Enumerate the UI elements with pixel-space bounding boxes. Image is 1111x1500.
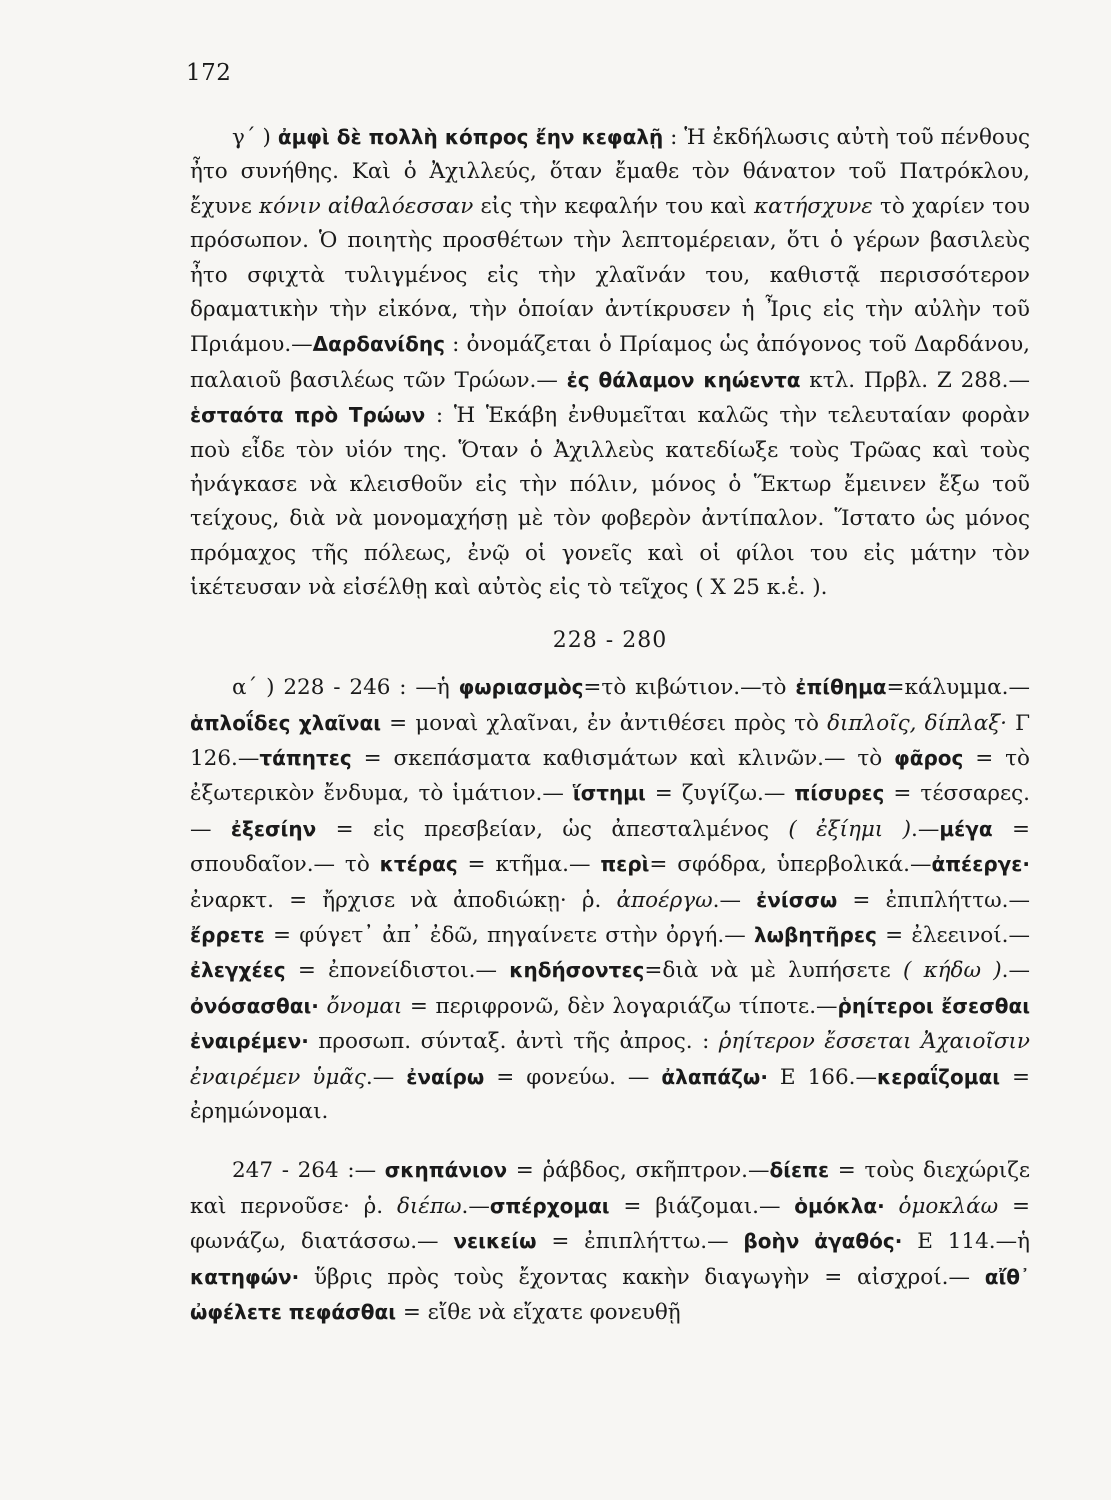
- quoted-greek: διπλοῖς, δίπλαξ·: [827, 710, 1007, 736]
- text-run: = ἐπιπλήττω.—: [837, 887, 1030, 913]
- lemma-term: σπέρχομαι: [489, 1193, 610, 1218]
- paragraph-gamma: [190, 120, 1030, 606]
- lemma-term: ῥηίτεροι ἔσεσθαι ἐναιρέμεν·: [190, 993, 1030, 1054]
- text-run: = σπουδαῖον.— τὸ: [190, 816, 1030, 878]
- text-run: = ἐρημώνομαι.: [190, 1064, 1030, 1124]
- lemma-term: ἐπίθημα: [795, 675, 887, 700]
- paragraph-alpha: [190, 670, 1030, 1129]
- text-run: = ἐπονείδιστοι.—: [285, 958, 510, 984]
- lemma-term: Δαρδανίδης: [312, 332, 445, 357]
- text-run: .—: [1001, 958, 1031, 984]
- paragraph-247-264: [190, 1153, 1030, 1330]
- lemma-term: λωβητῆρες: [753, 922, 877, 947]
- text-run: =τὸ κιβώτιον.—τὸ: [583, 675, 796, 701]
- lemma-term: σκηπάνιον: [384, 1158, 508, 1183]
- quoted-greek: κατήσχυνε: [754, 193, 873, 219]
- text-run: = φύγετ᾽ ἀπ᾽ ἐδῶ, πηγαίνετε στὴν ὀργή.—: [264, 922, 754, 948]
- text-run: ἐναρκτ. = ἤρχισε νὰ ἀποδιώκῃ· ῥ.: [190, 887, 617, 913]
- lemma-term: ἐνίσσω: [756, 887, 838, 912]
- quoted-greek: ὁμοκλάω: [898, 1193, 999, 1219]
- text-run: Ε 166.—: [767, 1064, 877, 1090]
- lemma-term: ἐξεσίην: [230, 816, 317, 841]
- text-run: = εἴθε νὰ εἴχατε φονευθῇ: [396, 1300, 681, 1325]
- text-run: =κάλυμμα.—: [886, 675, 1030, 701]
- text-run: = τοὺς διεχώριζε καὶ περνοῦσε· ῥ.: [190, 1158, 1030, 1219]
- text-run: = τέσσαρες.—: [190, 781, 1030, 842]
- text-run: = μοναὶ χλαῖναι, ἐν ἀντιθέσει πρὸς τὸ: [381, 710, 828, 736]
- text-run: 247 - 264 :—: [232, 1158, 385, 1184]
- text-run: = σκεπάσματα καθισμάτων καὶ κλινῶν.— τὸ: [351, 745, 895, 771]
- text-run: .—: [365, 1064, 407, 1090]
- lemma-term: κεραΐζομαι: [876, 1064, 1000, 1089]
- text-run: τὸ χαρίεν του πρόσωπον. Ὁ ποιητὴς προσθέτων τὴν λεπτομέρειαν, ὅτι ὁ γέρων βασιλεὺς ἦτο σφιχτὰ τυλιγμένος εἰς τὴν χλαῖνάν του, καθιστᾷ περισσότερον δραματικὴν τὴν εἰκόνα, τὴν ὁποίαν ἀντίκρυσεν ἡ Ἶρις εἰς τὴν αὐλὴν τοῦ Πριάμου.—: [190, 193, 1030, 358]
- lemma-term: ὀνόσασθαι·: [190, 993, 319, 1018]
- lemma-term: φᾶρος: [894, 745, 964, 770]
- lemma-term: φωριασμὸς: [458, 675, 584, 700]
- text-run: [885, 1194, 899, 1219]
- quoted-greek: κόνιν αἰθαλόεσσαν: [259, 193, 474, 219]
- lemma-term: ἁπλοΐδες χλαῖναι: [190, 710, 382, 735]
- quoted-greek: ( κήδω ): [902, 958, 1002, 984]
- text-run: =διὰ νὰ μὲ λυπήσετε: [644, 958, 903, 984]
- text-run: = περιφρονῶ, δὲν λογαριάζω τίποτε.—: [402, 993, 838, 1019]
- lemma-term: ἐναίρω: [406, 1064, 485, 1089]
- lemma-term: κατηφών·: [190, 1264, 300, 1289]
- text-run: .—: [461, 1193, 490, 1219]
- text-run: = ἐπιπλήττω.—: [536, 1229, 744, 1255]
- text-run: Γ 126.—: [190, 710, 1030, 771]
- text-run: = κτῆμα.—: [457, 852, 601, 878]
- commentary-text: [190, 120, 1030, 1330]
- lemma-term: ἵστημι: [572, 781, 646, 806]
- lemma-term: ἀμφὶ δὲ πολλὴ κόπρος ἔην κεφαλῇ: [277, 125, 664, 149]
- text-run: = φωνάζω, διατάσσω.—: [190, 1193, 1030, 1255]
- quoted-greek: ὄνομαι: [326, 993, 403, 1019]
- quoted-greek: διέπω: [396, 1193, 462, 1219]
- text-run: = τὸ ἐξωτερικὸν ἔνδυμα, τὸ ἱμάτιον.—: [190, 745, 1030, 807]
- lemma-term: τάπητες: [259, 745, 352, 770]
- page-number: 172: [186, 60, 232, 86]
- text-run: γ΄ ): [232, 125, 278, 150]
- text-run: = εἰς πρεσβείαν, ὡς ἀπεσταλμένος: [316, 816, 789, 842]
- quoted-greek: ( ἐξίημι ): [788, 816, 912, 842]
- text-run: = ἐλεεινοί.—: [876, 922, 1030, 948]
- text-run: .—: [911, 816, 940, 842]
- text-run: εἰς τὴν κεφαλήν του καὶ: [473, 193, 755, 219]
- lemma-term: ὁμόκλα·: [794, 1193, 885, 1218]
- lemma-term: πίσυρες: [794, 781, 885, 806]
- text-run: = φονεύω. —: [484, 1064, 662, 1090]
- text-run: = σφόδρα, ὑπερβολικά.—: [649, 852, 932, 878]
- text-run: α΄ ) 228 - 246 : —ἡ: [232, 675, 459, 701]
- lemma-term: κτέρας: [379, 852, 458, 877]
- lemma-term: ἐς θάλαμον κηώεντα: [566, 367, 801, 392]
- lemma-term: ἐλεγχέες: [190, 958, 286, 983]
- text-run: : Ἡ Ἑκάβη ἐνθυμεῖται καλῶς τὴν τελευταίαν φορὰν ποὺ εἶδε τὸν υἱόν της. Ὅταν ὁ Ἀχιλλεὺς κατεδίωξε τοὺς Τρῶας καὶ τοὺς ἠνάγκασε νὰ κλεισθοῦν εἰς τὴν πόλιν, μόνος ὁ Ἕκτωρ ἔμεινεν ἔξω τοῦ τείχους, διὰ νὰ μονομαχήσῃ μὲ τὸν φοβερὸν ἀντίπαλον. Ἵστατο ὡς μόνος πρόμαχος τῆς πόλεως, ἐνῷ οἱ γονεῖς καὶ οἱ φίλοι του εἰς μάτην τὸν ἱκέτευσαν νὰ εἰσέλθῃ καὶ αὐτὸς εἰς τὸ τεῖχος ( Χ 25 κ.ἑ. ).: [190, 403, 1031, 601]
- lemma-term: μέγα: [939, 816, 993, 841]
- quoted-greek: ῥηίτερον ἔσσεται Ἀχαιοῖσιν ἐναιρέμεν ὑμᾶς: [190, 1029, 1031, 1090]
- text-run: ὕβρις πρὸς τοὺς ἔχοντας κακὴν διαγωγὴν = αἰσχροί.—: [299, 1264, 985, 1290]
- text-run: : ὀνομάζεται ὁ Πρίαμος ὡς ἀπόγονος τοῦ Δαρδάνου, παλαιοῦ βασιλέως τῶν Τρώων.—: [190, 332, 1030, 393]
- lemma-term: νεικείω: [453, 1229, 537, 1254]
- lemma-term: δίεπε: [769, 1158, 830, 1183]
- text-run: προσωπ. σύνταξ. ἀντὶ τῆς ἀπρος. :: [308, 1029, 719, 1055]
- text-run: = ζυγίζω.—: [645, 781, 795, 807]
- paragraph-gap: [190, 1129, 1030, 1153]
- section-heading: 228 - 280: [552, 627, 668, 653]
- lemma-term: περὶ: [600, 852, 650, 877]
- lemma-term: ἀπέεργε·: [931, 852, 1030, 877]
- text-run: κτλ. Πρβλ. Ζ 288.—: [800, 367, 1030, 393]
- lemma-term: κηδήσοντες: [509, 958, 645, 983]
- text-run: Ε 114.—ἡ: [902, 1229, 1030, 1255]
- text-run: : Ἡ ἐκδήλωσις αὐτὴ τοῦ πένθους ἦτο συνήθης. Καὶ ὁ Ἀχιλλεύς, ὅταν ἔμαθε τὸν θάνατον τοῦ Πατρόκλου, ἔχυνε: [190, 125, 1030, 219]
- text-run: = ῥάβδος, σκῆπτρον.—: [507, 1158, 770, 1184]
- quoted-greek: ἀποέργω: [616, 887, 713, 913]
- lemma-term: ἔρρετε: [190, 922, 265, 947]
- lemma-term: ἑσταότα πρὸ Τρώων: [190, 403, 426, 428]
- text-run: .—: [712, 887, 757, 913]
- lemma-term: αἴθ᾽ ὠφέλετε πεφάσθαι: [190, 1264, 1030, 1324]
- text-run: = βιάζομαι.—: [609, 1193, 795, 1219]
- lemma-term: ἀλαπάζω·: [661, 1064, 768, 1089]
- lemma-term: βοὴν ἀγαθός·: [743, 1229, 903, 1254]
